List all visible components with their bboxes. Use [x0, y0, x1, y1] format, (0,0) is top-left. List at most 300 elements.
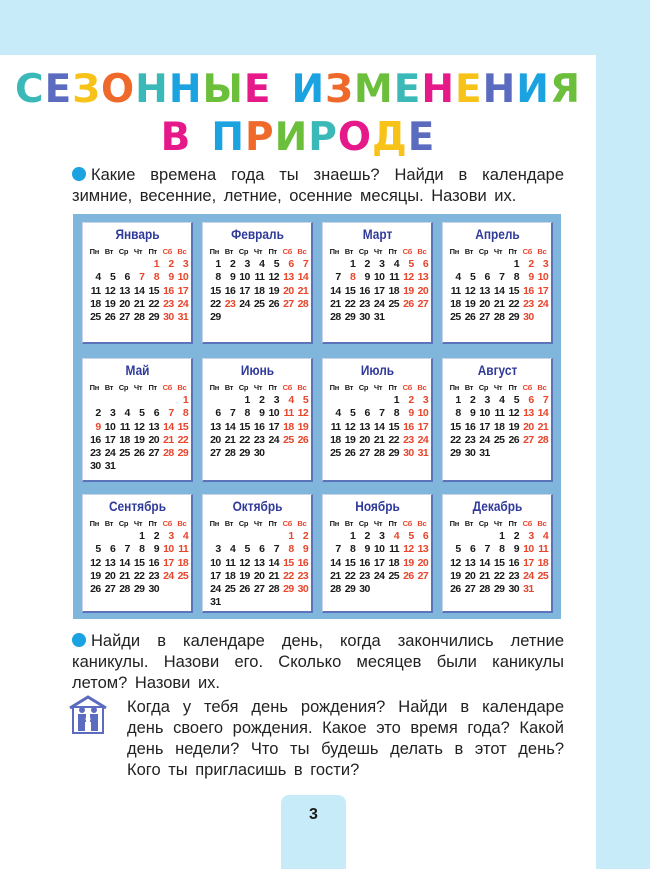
- day-cell: 8: [215, 271, 221, 284]
- day-cell: 4: [124, 407, 130, 420]
- weekday-header: Пн: [89, 383, 99, 392]
- weekday-header: Сб: [282, 383, 292, 392]
- day-cell: 30: [359, 583, 370, 596]
- day-cell: 19: [133, 433, 145, 446]
- textbook-page: [0, 55, 596, 869]
- weekday-header: Пн: [329, 247, 339, 256]
- weekday-header: Чт: [493, 247, 503, 256]
- day-cell: 26: [239, 583, 250, 596]
- day-cell: 25: [283, 433, 294, 446]
- day-cell: 3: [168, 530, 174, 543]
- month-grid: [327, 381, 428, 460]
- day-cell: 6: [153, 407, 159, 420]
- day-cell: 18: [90, 297, 101, 310]
- day-cell: 26: [403, 297, 414, 310]
- weekday-header: Пн: [329, 383, 339, 392]
- day-cell: 5: [95, 543, 101, 556]
- day-cell: 31: [373, 311, 385, 324]
- month-card: [82, 358, 193, 482]
- day-cell: 29: [450, 447, 461, 460]
- day-cell: 20: [523, 420, 534, 433]
- day-cell: 2: [302, 530, 309, 543]
- day-cell: 8: [139, 543, 145, 556]
- month-card: [442, 222, 553, 344]
- day-cell: 29: [148, 311, 159, 324]
- day-cell: 12: [239, 556, 250, 569]
- day-cell: 20: [417, 284, 429, 297]
- day-cell: 3: [484, 394, 490, 407]
- weekday-header: Чт: [373, 519, 383, 528]
- empty-cell: [116, 530, 131, 543]
- day-cell: 4: [393, 258, 399, 271]
- day-cell: 11: [389, 543, 399, 556]
- day-cell: 24: [479, 433, 490, 446]
- day-cell: 19: [403, 284, 414, 297]
- day-cell: 4: [499, 394, 505, 407]
- day-cell: 26: [104, 311, 116, 324]
- day-cell: 30: [523, 311, 534, 324]
- weekday-header: Чт: [373, 383, 383, 392]
- bullet-dot-icon: [72, 633, 86, 647]
- day-cell: 16: [359, 284, 370, 297]
- day-cell: 22: [133, 569, 145, 582]
- month-card: [202, 494, 313, 613]
- day-cell: 30: [163, 311, 174, 324]
- empty-cell: [145, 394, 160, 407]
- day-cell: 30: [359, 311, 370, 324]
- day-cell: 9: [95, 420, 101, 433]
- weekday-header: Вс: [177, 383, 187, 392]
- day-cell: 8: [153, 271, 159, 284]
- day-cell: 7: [484, 543, 490, 556]
- day-cell: 4: [229, 543, 236, 556]
- day-cell: 15: [344, 284, 356, 297]
- day-cell: 9: [259, 407, 265, 420]
- day-cell: 22: [388, 433, 399, 446]
- day-cell: 30: [297, 583, 309, 596]
- day-cell: 12: [403, 271, 414, 284]
- day-cell: 13: [210, 420, 221, 433]
- day-cell: 6: [422, 258, 429, 271]
- day-cell: 27: [104, 583, 116, 596]
- weekday-header: Вс: [297, 247, 307, 256]
- weekday-header: Ср: [238, 383, 249, 392]
- empty-cell: [207, 530, 222, 543]
- day-cell: 26: [344, 447, 356, 460]
- question-birthday: [127, 697, 564, 781]
- day-cell: 7: [542, 394, 549, 407]
- title-letter: Е: [455, 67, 483, 112]
- month-name: Август: [477, 363, 518, 378]
- day-cell: 24: [239, 297, 250, 310]
- day-cell: 29: [493, 583, 505, 596]
- day-cell: 4: [542, 530, 549, 543]
- month-card: [82, 494, 193, 613]
- day-cell: 17: [373, 556, 385, 569]
- day-cell: 3: [542, 258, 549, 271]
- day-cell: 22: [450, 433, 461, 446]
- day-cell: 22: [508, 297, 519, 310]
- weekday-header: Вс: [297, 519, 307, 528]
- day-cell: 23: [403, 433, 414, 446]
- page-title-line-1: [0, 68, 596, 112]
- day-cell: 1: [393, 394, 399, 407]
- day-cell: 20: [119, 297, 130, 310]
- day-cell: 6: [422, 530, 429, 543]
- empty-cell: [327, 258, 342, 271]
- empty-cell: [236, 530, 251, 543]
- day-cell: 26: [133, 447, 145, 460]
- month-name: Март: [362, 227, 393, 242]
- month-grid: [207, 245, 308, 324]
- day-cell: 5: [349, 407, 356, 420]
- day-cell: 30: [148, 583, 159, 596]
- day-cell: 17: [479, 420, 490, 433]
- day-cell: 19: [268, 284, 279, 297]
- day-cell: 13: [283, 271, 294, 284]
- month-name: Апрель: [475, 227, 520, 242]
- day-cell: 21: [479, 569, 490, 582]
- day-cell: 2: [259, 394, 265, 407]
- month-grid: [87, 517, 188, 596]
- day-cell: 28: [224, 447, 236, 460]
- day-cell: 24: [537, 297, 549, 310]
- day-cell: 8: [349, 271, 356, 284]
- month-name: Октябрь: [232, 499, 283, 514]
- day-cell: 7: [335, 543, 341, 556]
- day-cell: 16: [224, 284, 236, 297]
- empty-cell: [371, 394, 386, 407]
- day-cell: 10: [163, 543, 174, 556]
- day-cell: 6: [528, 394, 534, 407]
- day-cell: 25: [90, 311, 101, 324]
- day-cell: 14: [297, 271, 309, 284]
- month-name: Сентябрь: [108, 499, 167, 514]
- empty-cell: [327, 394, 342, 407]
- day-cell: 27: [417, 297, 429, 310]
- day-cell: 22: [283, 569, 294, 582]
- day-cell: 20: [417, 556, 429, 569]
- weekday-header: Сб: [522, 247, 532, 256]
- day-cell: 19: [344, 433, 356, 446]
- empty-cell: [160, 394, 175, 407]
- day-cell: 13: [417, 271, 429, 284]
- day-cell: 24: [373, 297, 385, 310]
- weekday-header: Пт: [148, 383, 157, 392]
- day-cell: 29: [388, 447, 399, 460]
- month-name: Декабрь: [472, 499, 523, 514]
- day-cell: 7: [335, 271, 341, 284]
- day-cell: 14: [373, 420, 385, 433]
- weekday-header: Ср: [478, 383, 489, 392]
- weekday-header: Вс: [417, 383, 427, 392]
- day-cell: 26: [297, 433, 309, 446]
- title-letter: О: [337, 115, 372, 160]
- day-cell: 20: [283, 284, 294, 297]
- weekday-header: Пт: [508, 519, 517, 528]
- weekday-header: Пн: [89, 519, 99, 528]
- day-cell: 4: [182, 530, 189, 543]
- day-cell: 11: [494, 407, 505, 420]
- calendar-panel: [73, 214, 561, 619]
- day-cell: 7: [124, 543, 130, 556]
- day-cell: 23: [253, 433, 265, 446]
- day-cell: 31: [479, 447, 490, 460]
- day-cell: 6: [215, 407, 221, 420]
- day-cell: 23: [163, 297, 174, 310]
- day-cell: 2: [408, 394, 414, 407]
- day-cell: 5: [139, 407, 145, 420]
- empty-cell: [491, 258, 506, 271]
- day-cell: 12: [90, 556, 101, 569]
- day-cell: 12: [464, 284, 476, 297]
- day-cell: 5: [244, 543, 250, 556]
- day-cell: 10: [479, 407, 490, 420]
- month-grid: [87, 381, 188, 473]
- day-cell: 24: [210, 583, 221, 596]
- weekday-header: Вт: [344, 247, 354, 256]
- month-card: [202, 358, 313, 482]
- day-cell: 17: [537, 284, 549, 297]
- day-cell: 10: [177, 271, 189, 284]
- weekday-header: Вт: [464, 247, 474, 256]
- day-cell: 12: [403, 543, 414, 556]
- day-cell: 11: [90, 284, 101, 297]
- day-cell: 1: [499, 530, 505, 543]
- day-cell: 18: [388, 556, 399, 569]
- month-grid: [327, 517, 428, 596]
- month-grid: [87, 245, 188, 324]
- day-cell: 3: [379, 530, 385, 543]
- title-letter: И: [274, 115, 309, 160]
- bullet-dot-icon: [72, 167, 86, 181]
- day-cell: 13: [148, 420, 159, 433]
- day-cell: 21: [297, 284, 309, 297]
- title-letter: В: [160, 115, 192, 160]
- day-cell: 12: [104, 284, 116, 297]
- empty-cell: [342, 394, 357, 407]
- weekday-header: Вт: [464, 519, 474, 528]
- weekday-header: Чт: [253, 247, 263, 256]
- month-grid: [447, 381, 548, 460]
- month-card: [442, 358, 553, 482]
- day-cell: 17: [268, 420, 279, 433]
- day-cell: 9: [302, 543, 309, 556]
- empty-cell: [207, 394, 222, 407]
- month-grid: [207, 517, 308, 609]
- day-cell: 23: [508, 569, 519, 582]
- day-cell: 14: [163, 420, 174, 433]
- day-cell: 24: [523, 569, 534, 582]
- weekday-header: Сб: [282, 519, 292, 528]
- day-cell: 4: [288, 394, 294, 407]
- day-cell: 9: [364, 271, 370, 284]
- day-cell: 5: [408, 258, 414, 271]
- weekday-header: Вт: [104, 519, 114, 528]
- day-cell: 16: [297, 556, 309, 569]
- day-cell: 12: [297, 407, 309, 420]
- day-cell: 25: [450, 311, 461, 324]
- day-cell: 22: [344, 569, 356, 582]
- day-cell: 2: [364, 530, 370, 543]
- day-cell: 10: [104, 420, 116, 433]
- day-cell: 14: [224, 420, 236, 433]
- day-cell: 2: [153, 530, 159, 543]
- day-cell: 28: [297, 297, 309, 310]
- day-cell: 13: [119, 284, 130, 297]
- day-cell: 26: [403, 569, 414, 582]
- day-cell: 22: [210, 297, 221, 310]
- question-seasons-text: Какие времена года ты знаешь? Найди в календаре зимние, весенние, летние, осенние месяцы. Назови их.: [72, 166, 564, 205]
- day-cell: 6: [484, 271, 490, 284]
- day-cell: 7: [139, 271, 145, 284]
- title-letter: Н: [135, 67, 169, 112]
- day-cell: 13: [253, 556, 265, 569]
- day-cell: 22: [177, 433, 189, 446]
- empty-cell: [462, 530, 477, 543]
- day-cell: 5: [455, 543, 461, 556]
- day-cell: 3: [528, 530, 534, 543]
- weekday-header: Ср: [478, 247, 489, 256]
- day-cell: 18: [224, 569, 236, 582]
- month-grid: [207, 381, 308, 460]
- day-cell: 28: [330, 583, 341, 596]
- day-cell: 22: [493, 569, 505, 582]
- day-cell: 10: [239, 271, 250, 284]
- day-cell: 13: [523, 407, 534, 420]
- question-seasons: [72, 165, 564, 207]
- day-cell: 17: [239, 284, 250, 297]
- month-card: [322, 222, 433, 344]
- day-cell: 14: [493, 284, 505, 297]
- day-cell: 10: [373, 271, 385, 284]
- day-cell: 19: [239, 569, 250, 582]
- day-cell: 20: [104, 569, 116, 582]
- day-cell: 27: [464, 583, 476, 596]
- day-cell: 3: [244, 258, 250, 271]
- month-grid: [447, 517, 548, 596]
- day-cell: 9: [229, 271, 236, 284]
- empty-cell: [102, 394, 117, 407]
- day-cell: 28: [119, 583, 130, 596]
- weekday-header: Чт: [133, 383, 143, 392]
- day-cell: 26: [450, 583, 461, 596]
- weekday-header: Сб: [522, 519, 532, 528]
- day-cell: 21: [330, 569, 341, 582]
- weekday-header: Вс: [177, 247, 187, 256]
- day-cell: 23: [224, 297, 236, 310]
- day-cell: 25: [119, 447, 130, 460]
- day-cell: 29: [344, 583, 356, 596]
- day-cell: 15: [210, 284, 221, 297]
- day-cell: 15: [239, 420, 250, 433]
- weekday-header: Пн: [449, 519, 459, 528]
- day-cell: 22: [344, 297, 356, 310]
- day-cell: 24: [177, 297, 189, 310]
- weekday-header: Чт: [253, 383, 263, 392]
- day-cell: 15: [508, 284, 519, 297]
- weekday-header: Ср: [358, 247, 369, 256]
- empty-cell: [356, 394, 371, 407]
- weekday-header: Пт: [508, 247, 517, 256]
- day-cell: 4: [335, 407, 341, 420]
- weekday-header: Пн: [329, 519, 339, 528]
- day-cell: 18: [119, 433, 130, 446]
- weekday-header: Чт: [133, 247, 143, 256]
- month-grid: [327, 245, 428, 324]
- day-cell: 29: [283, 583, 294, 596]
- day-cell: 6: [124, 271, 130, 284]
- day-cell: 12: [268, 271, 279, 284]
- day-cell: 15: [148, 284, 159, 297]
- day-cell: 11: [283, 407, 294, 420]
- weekday-header: Сб: [282, 247, 292, 256]
- day-cell: 11: [178, 543, 189, 556]
- day-cell: 10: [537, 271, 549, 284]
- day-cell: 15: [177, 420, 189, 433]
- day-cell: 13: [417, 543, 429, 556]
- day-cell: 11: [119, 420, 130, 433]
- day-cell: 19: [403, 556, 414, 569]
- empty-cell: [447, 530, 462, 543]
- weekday-header: Вс: [537, 519, 547, 528]
- day-cell: 27: [417, 569, 429, 582]
- day-cell: 2: [513, 530, 519, 543]
- day-cell: 11: [538, 543, 549, 556]
- title-letter: Д: [371, 115, 408, 160]
- day-cell: 8: [513, 271, 519, 284]
- day-cell: 29: [210, 311, 221, 324]
- day-cell: 9: [528, 271, 534, 284]
- day-cell: 26: [90, 583, 101, 596]
- day-cell: 16: [253, 420, 265, 433]
- day-cell: 2: [469, 394, 476, 407]
- day-cell: 21: [119, 569, 130, 582]
- day-cell: 20: [464, 569, 476, 582]
- day-cell: 27: [148, 447, 159, 460]
- weekday-header: Чт: [133, 519, 143, 528]
- day-cell: 23: [464, 433, 476, 446]
- title-letter: Н: [168, 67, 203, 112]
- day-cell: 1: [349, 258, 356, 271]
- day-cell: 28: [133, 311, 145, 324]
- day-cell: 16: [148, 556, 159, 569]
- title-letter: Е: [393, 67, 422, 112]
- day-cell: 1: [244, 394, 250, 407]
- day-cell: 4: [259, 258, 265, 271]
- day-cell: 5: [109, 271, 116, 284]
- day-cell: 25: [253, 297, 265, 310]
- day-cell: 3: [273, 394, 279, 407]
- day-cell: 22: [239, 433, 250, 446]
- empty-cell: [116, 394, 131, 407]
- day-cell: 26: [508, 433, 519, 446]
- day-cell: 17: [417, 420, 429, 433]
- day-cell: 23: [148, 569, 159, 582]
- day-cell: 7: [273, 543, 279, 556]
- day-cell: 14: [133, 284, 145, 297]
- day-cell: 7: [499, 271, 505, 284]
- weekday-header: Пн: [449, 247, 459, 256]
- day-cell: 25: [224, 583, 236, 596]
- day-cell: 22: [148, 297, 159, 310]
- weekday-header: Пт: [268, 519, 277, 528]
- day-cell: 6: [109, 543, 116, 556]
- day-cell: 17: [523, 556, 534, 569]
- day-cell: 30: [90, 460, 101, 473]
- month-name: Январь: [115, 227, 160, 242]
- day-cell: 20: [210, 433, 221, 446]
